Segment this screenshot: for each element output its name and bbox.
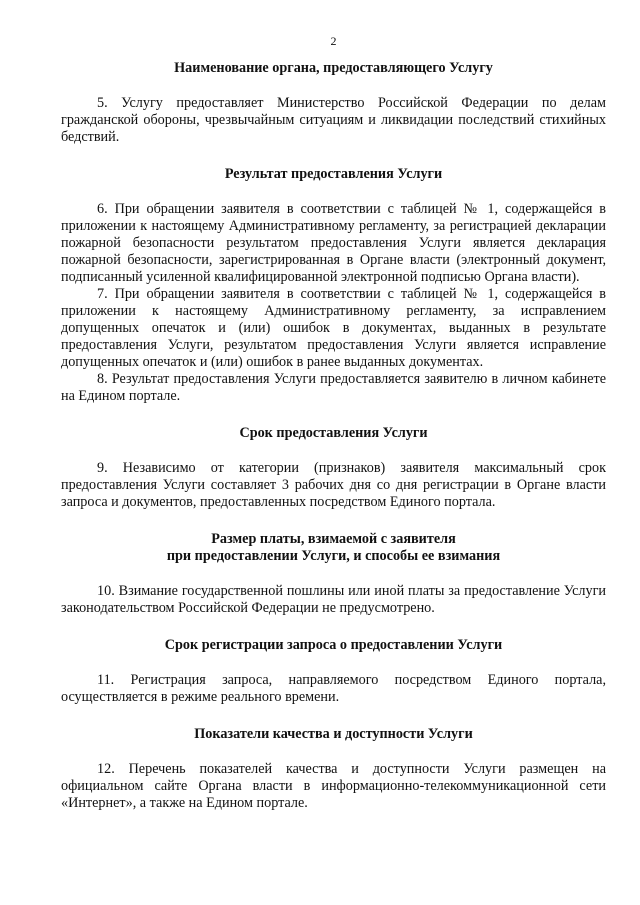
section-heading: Срок регистрации запроса о предоставлении Услуги [164, 637, 503, 653]
page-number: 2 [330, 34, 337, 48]
section-service-provider [61, 60, 606, 146]
section-heading: Результат предоставления Услуги [224, 166, 443, 182]
paragraph-10: 10. Взимание государственной пошлины или иной платы за предоставление Услуги законодательством Российской Федерации не предусмотрено. [61, 583, 606, 616]
paragraph-12: 12. Перечень показателей качества и доступности Услуги размещен на официальном сайте Органа власти в информационно-телекоммуникационной сети «Интернет», а также на Едином портале. [61, 761, 606, 811]
section-heading: Срок предоставления Услуги [239, 425, 428, 441]
paragraph-9: 9. Независимо от категории (признаков) заявителя максимальный срок предоставления Услуги составляет 3 рабочих дня со дня регистрации в Органе власти запроса и документов, предоставленных посредством Единого портала. [61, 460, 606, 510]
section-heading [61, 531, 606, 565]
section-heading-line-1: Размер платы, взимаемой с заявителя [211, 531, 456, 547]
paragraph-8: 8. Результат предоставления Услуги предоставляется заявителю в личном кабинете на Едином портале. [61, 371, 606, 404]
section-quality-indicators [61, 726, 606, 812]
section-request-registration [61, 637, 606, 706]
section-service-fee [61, 531, 606, 617]
section-heading-line-2: при предоставлении Услуги, и способы ее взимания [166, 548, 501, 564]
paragraph-7: 7. При обращении заявителя в соответствии с таблицей № 1, содержащейся в приложении к настоящему Административному регламенту, за исправлением допущенных опечаток и (или) ошибок в документах, выданных в результате предоставления Услуги, результатом предоставления Услуги является исправление допущенных опечаток и (или) ошибок в ранее выданных документах. [61, 286, 606, 370]
section-service-result [61, 166, 606, 405]
paragraph-11: 11. Регистрация запроса, направляемого посредством Единого портала, осуществляется в режиме реального времени. [61, 672, 606, 705]
paragraph-5: 5. Услугу предоставляет Министерство Российской Федерации по делам гражданской обороны, чрезвычайным ситуациям и ликвидации последствий стихийных бедствий. [61, 95, 606, 145]
paragraph-6: 6. При обращении заявителя в соответствии с таблицей № 1, содержащейся в приложении к настоящему Административному регламенту, за регистрацией декларации пожарной безопасности результатом предоставления Услуги является декларация пожарной безопасности, зарегистрированная в Органе власти (электронный документ, подписанный усиленной квалифицированной электронной подписью Органа власти). [61, 201, 606, 285]
section-service-term [61, 425, 606, 511]
section-heading: Показатели качества и доступности Услуги [194, 726, 473, 742]
section-heading: Наименование органа, предоставляющего Услугу [174, 60, 493, 76]
